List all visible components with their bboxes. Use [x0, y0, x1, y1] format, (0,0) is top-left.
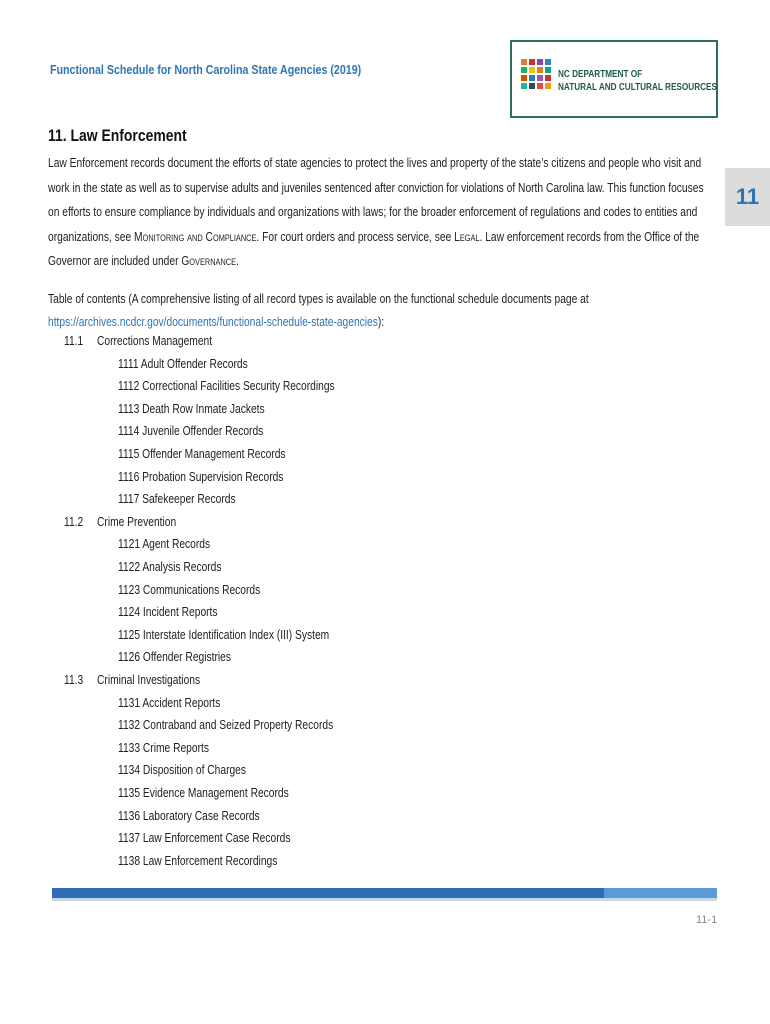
toc-item[interactable]: [118, 786, 326, 800]
logo-tile: [537, 83, 543, 89]
toc-item[interactable]: [118, 537, 230, 551]
footer-bar: [52, 888, 717, 898]
toc-group-name: Criminal Investigations: [97, 673, 201, 687]
toc-item-label: 1113 Death Row Inmate Jackets: [118, 401, 265, 416]
toc-group-name: Crime Prevention: [97, 514, 177, 529]
logo-tile: [521, 75, 527, 81]
toc-item[interactable]: [118, 402, 297, 416]
toc-item[interactable]: [118, 470, 320, 484]
toc-item-label: 1123 Communications Records: [118, 582, 261, 597]
logo-line-1: NC DEPARTMENT OF: [558, 69, 643, 80]
logo-tile: [521, 83, 527, 89]
toc-item[interactable]: [118, 447, 322, 461]
toc-item[interactable]: [118, 809, 291, 823]
logo-line-2: NATURAL AND CULTURAL RESOURCES: [558, 82, 717, 93]
toc-group-heading[interactable]: [64, 334, 213, 348]
toc-item-label: 1137 Law Enforcement Case Records: [118, 831, 291, 846]
toc-group-name: Corrections Management: [97, 334, 213, 348]
toc-intro: Table of contents (A comprehensive listing of all record types is available on the functional schedule documents page at https://archives.ncdcr.gov/documents/functional-schedule-state-agencies):: [48, 292, 589, 329]
toc-item-label: 1117 Safekeeper Records: [118, 492, 236, 507]
ncdncr-logo: [510, 40, 718, 118]
toc-item[interactable]: [118, 492, 261, 506]
logo-tile: [529, 75, 535, 81]
toc-item-label: 1125 Interstate Identification Index (III) System: [118, 627, 330, 642]
toc-item[interactable]: [118, 650, 256, 664]
toc-group-number: 11.3: [64, 673, 84, 687]
toc-item-label: 1112 Correctional Facilities Security Recordings: [118, 379, 335, 394]
logo-mosaic-icon: [521, 59, 551, 89]
ref-monitoring-compliance: Monitoring and Compliance: [134, 229, 257, 244]
toc-item[interactable]: [118, 357, 276, 371]
toc-item-label: 1136 Laboratory Case Records: [118, 808, 260, 823]
toc-item[interactable]: [118, 583, 291, 597]
section-title: 11. Law Enforcement: [48, 126, 187, 145]
toc-item-label: 1135 Evidence Management Records: [118, 786, 289, 800]
logo-text: [558, 68, 752, 94]
toc-item[interactable]: [118, 379, 382, 393]
toc-item[interactable]: [118, 741, 229, 755]
toc-group-heading[interactable]: [64, 514, 177, 529]
logo-tile: [537, 59, 543, 65]
logo-tile: [529, 83, 535, 89]
section-intro: Law Enforcement records document the efforts of state agencies to protect the lives and property of the state’s citizens and people who visit and work in the state as well as to supervise adults and juveniles sentenced after conviction for violations of North Carolina law. This function focuses on efforts to ensure compliance by individuals and organizations with laws; for the broader enforcement of regulations and codes to entities and organizations, see Monitoring and Compliance. For court orders and process service, see Legal. Law enforcement records from the Office of the Governor are included under Governance.: [48, 156, 704, 268]
ref-legal: Legal: [454, 229, 480, 244]
documents-page-link[interactable]: https://archives.ncdcr.gov/documents/functional-schedule-state-agencies: [48, 314, 378, 329]
toc-item[interactable]: [118, 424, 295, 438]
footer-bar-shadow: [52, 898, 717, 901]
toc-item-label: 1114 Juvenile Offender Records: [118, 424, 264, 439]
ref-governance: Governance: [181, 254, 237, 268]
logo-tile: [545, 75, 551, 81]
chapter-tab: 11: [725, 168, 770, 226]
toc-item[interactable]: [118, 560, 244, 574]
toc-item-label: 1121 Agent Records: [118, 537, 211, 552]
logo-tile: [537, 75, 543, 81]
logo-tile: [537, 67, 543, 73]
toc-item-label: 1133 Crime Reports: [118, 740, 209, 755]
toc-item[interactable]: [118, 628, 376, 642]
toc-group-heading[interactable]: [64, 673, 201, 687]
toc-item[interactable]: [118, 605, 239, 619]
toc-item[interactable]: [118, 696, 243, 710]
toc-item[interactable]: [118, 763, 274, 777]
toc-item[interactable]: [118, 854, 312, 868]
toc-item-label: 1115 Offender Management Records: [118, 447, 286, 461]
logo-tile: [545, 67, 551, 73]
toc-item[interactable]: [118, 831, 328, 845]
toc-item-label: 1132 Contraband and Seized Property Records: [118, 718, 334, 733]
toc-item-label: 1116 Probation Supervision Records: [118, 469, 284, 484]
logo-tile: [545, 83, 551, 89]
toc-item[interactable]: [118, 718, 380, 732]
logo-tile: [521, 67, 527, 73]
toc-item-label: 1138 Law Enforcement Recordings: [118, 853, 278, 868]
toc-item-label: 1122 Analysis Records: [118, 560, 222, 574]
toc-item-label: 1111 Adult Offender Records: [118, 356, 248, 371]
page-number: 11-1: [696, 914, 718, 926]
toc-group-number: 11.2: [64, 514, 84, 529]
document-header-title: Functional Schedule for North Carolina State Agencies (2019): [50, 62, 362, 77]
toc-group-number: 11.1: [64, 334, 84, 348]
toc-item-label: 1126 Offender Registries: [118, 650, 232, 665]
toc-item-label: 1131 Accident Reports: [118, 695, 221, 710]
logo-tile: [529, 67, 535, 73]
logo-tile: [521, 59, 527, 65]
toc-item-label: 1124 Incident Reports: [118, 605, 218, 620]
logo-tile: [529, 59, 535, 65]
toc-item-label: 1134 Disposition of Charges: [118, 763, 247, 778]
logo-tile: [545, 59, 551, 65]
